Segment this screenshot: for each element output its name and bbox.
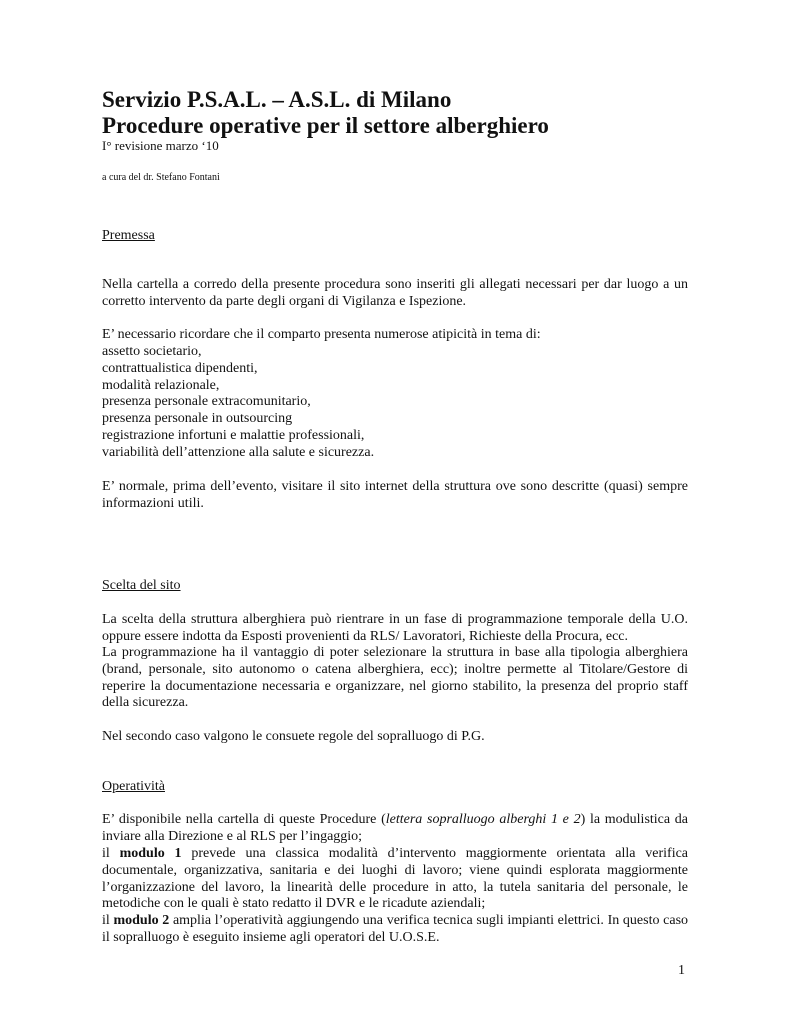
list-item: registrazione infortuni e malattie professionali, [102, 427, 365, 443]
section-heading-operativita: Operatività [102, 779, 165, 794]
modulo-1-paragraph: il modulo 1 prevede una classica modalità d’intervento maggiormente orientata alla verifica documentale, organizzativa, sanitaria e dei luoghi di lavoro; viene quindi esplorata maggiormente l’organizzazione del lavoro, la linearità delle procedure in atto, la tutela sanitaria del personale, le metodiche con le quali è stato redatto il DVR e le ricadute aziendali; [102, 846, 689, 912]
modulo-2-label: modulo 2 [113, 913, 170, 928]
list-item: contrattualistica dipendenti, [102, 360, 258, 376]
modulo-2-paragraph: il modulo 2 amplia l’operatività aggiungendo una verifica tecnica sugli impianti elettrici. In questo caso il sopralluogo è eseguito insieme agli operatori del U.O.S.E. [102, 913, 689, 945]
document-title: Servizio P.S.A.L. – A.S.L. di Milano [102, 87, 452, 112]
section-heading-scelta: Scelta del sito [102, 578, 181, 593]
list-item: assetto societario, [102, 344, 202, 359]
atypicality-list [102, 344, 688, 462]
scelta-paragraph-2: La programmazione ha il vantaggio di poter selezionare la struttura in base alla tipologia alberghiera (brand, personale, sito autonomo o catena alberghiera, ecc); inoltre permette al Titolare/Gestore di reperire la documentazione necessaria e organizzare, nel giorno stabilito, la presenza del proprio staff della sicurezza. [102, 645, 688, 711]
premessa-paragraph-1: Nella cartella a corredo della presente procedura sono inseriti gli allegati necessari per dar luogo a un corretto intervento da parte degli organi di Vigilanza e Ispezione. [102, 277, 688, 309]
author-note: a cura del dr. Stefano Fontani [102, 172, 220, 183]
operativita-paragraph-1: E’ disponibile nella cartella di queste Procedure (lettera sopralluogo alberghi 1 e 2) la modulistica da inviare alla Direzione e al RLS per l’ingaggio; [102, 812, 689, 844]
list-item: presenza personale in outsourcing [102, 411, 293, 427]
scelta-paragraph-3: Nel secondo caso valgono le consuete regole del sopralluogo di P.G. [102, 729, 485, 744]
premessa-paragraph-2: E’ normale, prima dell’evento, visitare il sito internet della struttura ove sono descritte (quasi) sempre informazioni utili. [102, 479, 688, 511]
revision-note: I° revisione marzo ‘10 [102, 138, 219, 153]
scelta-paragraph-1: La scelta della struttura alberghiera può rientrare in un fase di programmazione temporale della U.O. oppure essere indotta da Esposti provenienti da RLS/ Lavoratori, Richieste della Procura, ecc. [102, 612, 688, 644]
document-reference: lettera sopralluogo alberghi 1 e 2 [385, 812, 581, 827]
list-item: presenza personale extracomunitario, [102, 394, 311, 410]
modulo-1-label: modulo 1 [119, 846, 182, 861]
section-heading-premessa: Premessa [102, 228, 155, 243]
list-item: variabilità dell’attenzione alla salute e sicurezza. [102, 444, 375, 460]
list-item: modalità relazionale, [102, 377, 220, 393]
page-number: 1 [678, 963, 685, 978]
document-subtitle: Procedure operative per il settore alberghiero [102, 113, 549, 138]
premessa-intro: E’ necessario ricordare che il comparto presenta numerose atipicità in tema di: [102, 327, 541, 342]
